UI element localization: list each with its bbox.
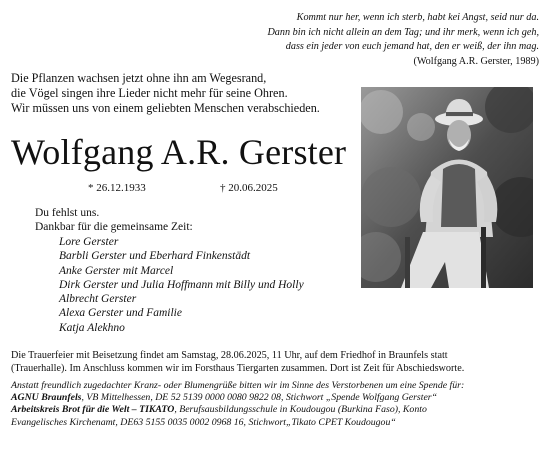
mourner-entry: Albrecht Gerster: [59, 293, 137, 306]
farewell-line: Du fehlst uns.: [35, 207, 100, 219]
intro-line: Die Pflanzen wachsen jetzt ohne ihn am Wegesrand,: [11, 71, 267, 85]
mourner-entry: Katja Alekhno: [59, 321, 125, 334]
funeral-line: (Trauerhalle). Im Anschluss kommen wir im Forsthaus Tiergarten zusammen. Dort ist Zeit für Abschiedsworte.: [11, 362, 465, 374]
donation-org-tikato: Arbeitskreis Brot für die Welt – TIKATO: [11, 404, 175, 416]
mourner-entry: Barbli Gerster und Eberhard Finkenstädt: [59, 250, 251, 263]
funeral-line: Die Trauerfeier mit Beisetzung findet am Samstag, 28.06.2025, 11 Uhr, auf dem Friedhof in Braunfels statt: [11, 350, 448, 361]
farewell-line: Dankbar für die gemeinsame Zeit:: [35, 221, 193, 234]
mourner-entry: Dirk Gerster und Julia Hoffmann mit Billy und Holly: [59, 278, 304, 291]
mourner-entry: Anke Gerster mit Marcel: [59, 264, 174, 277]
funeral-info: [11, 350, 541, 376]
mourners-list: [59, 235, 304, 335]
donation-account-tikato: Evangelisches Kirchenamt, DE63 5155 0035 0002 0968 16, Stichwort„Tikato CPET Koudougou“: [11, 416, 396, 428]
donation-line: [11, 392, 541, 404]
deceased-name: Wolfgang A.R. Gerster: [11, 132, 347, 172]
poem-line: Dann bin ich nicht allein an dem Tag; und ihr merk, wenn ich geh,: [267, 26, 539, 38]
intro-text: [11, 71, 351, 117]
portrait-photo: [361, 87, 533, 288]
poem-block: [179, 11, 539, 69]
poem-line: dass ein jeder von euch jemand hat, den er weiß, der ihn mag.: [285, 41, 539, 53]
donation-org-agnu: AGNU Braunfels: [11, 392, 82, 404]
mourner-entry: Alexa Gerster und Familie: [59, 307, 182, 320]
birth-date: * 26.12.1933: [88, 182, 146, 194]
donation-account-agnu: , VB Mittelhessen, DE 52 5139 0000 0080 9822 08, Stichwort „Spende Wolfgang Gerster“: [81, 392, 438, 404]
intro-line: Wir müssen uns von einem geliebten Menschen verabschieden.: [11, 101, 320, 116]
donation-line: [11, 404, 541, 416]
poem-credit: (Wolfgang A.R. Gerster, 1989): [413, 55, 539, 67]
farewell-text: [35, 206, 193, 235]
mourner-entry: Lore Gerster: [59, 236, 119, 248]
intro-line: die Vögel singen ihre Lieder nicht mehr für seine Ohren.: [11, 86, 288, 101]
portrait-image: [361, 87, 533, 288]
donation-intro: Anstatt freundlich zugedachter Kranz- oder Blumengrüße bitten wir im Sinne des Verstorbenen um eine Spende für:: [11, 380, 465, 391]
donation-detail-tikato: , Berufsausbildungsschule in Koudougou (Burkina Faso), Konto: [174, 404, 427, 416]
poem-line: Kommt nur her, wenn ich sterb, habt kei Angst, seid nur da.: [296, 12, 539, 23]
donation-info: [11, 380, 541, 429]
death-date: † 20.06.2025: [220, 182, 278, 194]
